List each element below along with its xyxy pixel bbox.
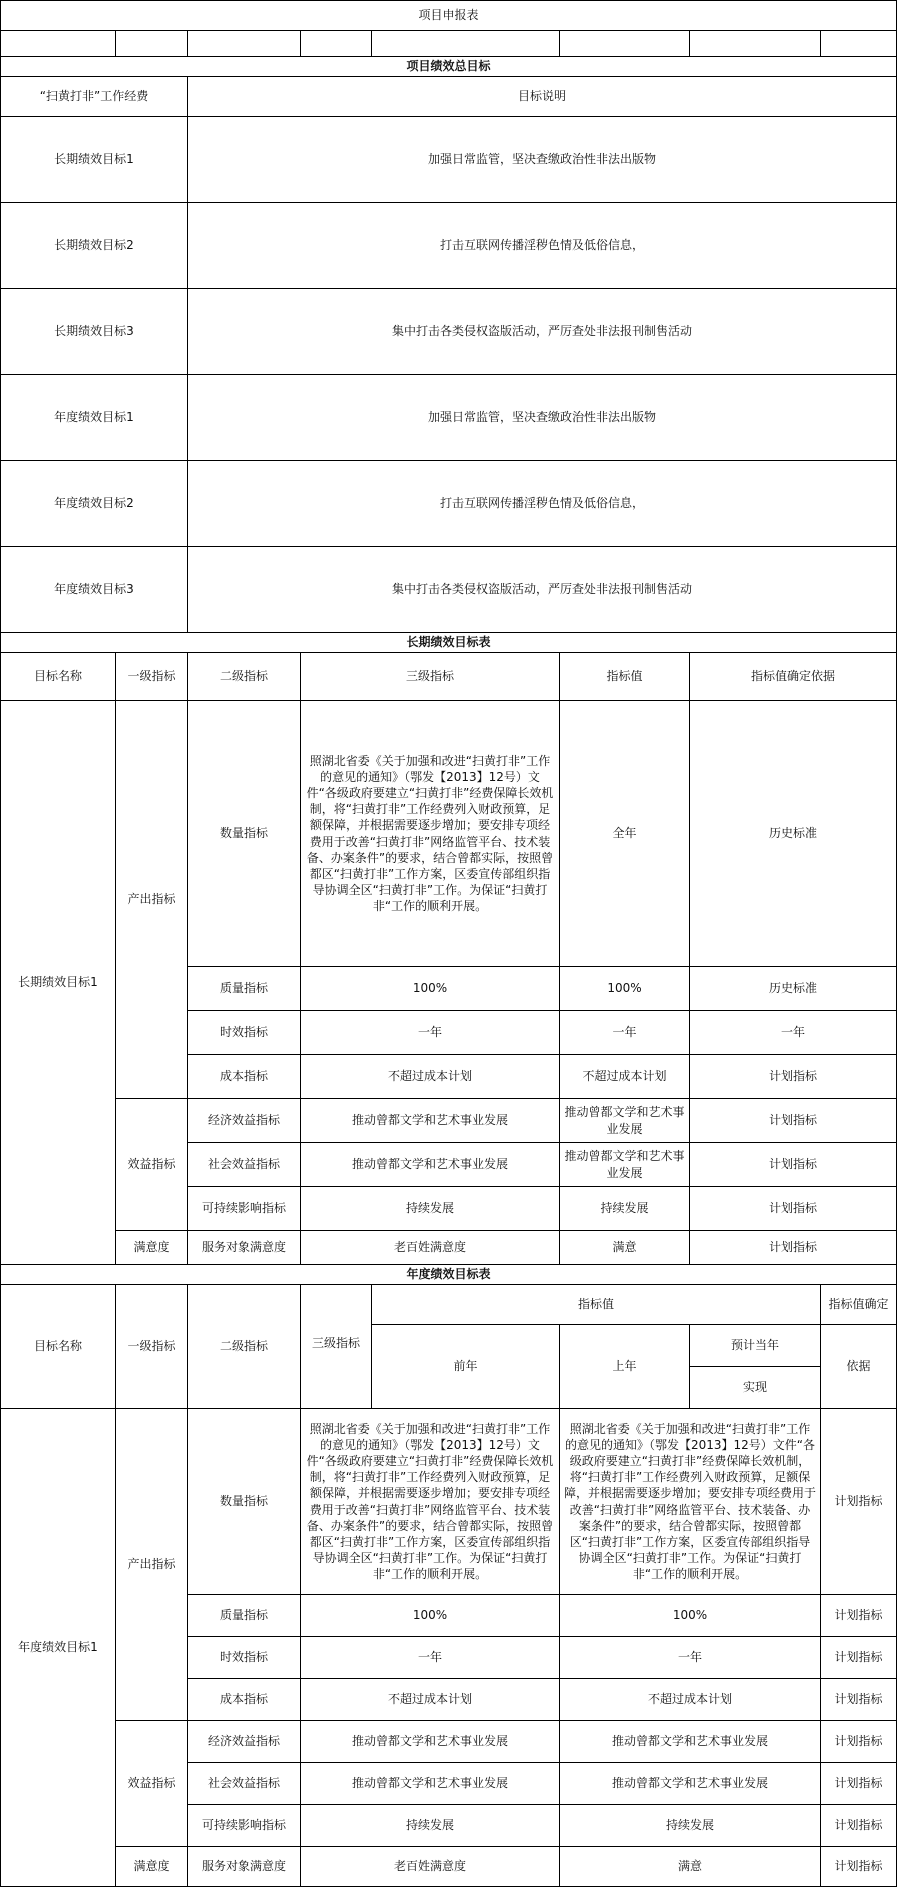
prev-year-value: 老百姓满意度 [301,1847,560,1887]
long-table-header-row [1,653,897,701]
level3-text: 不超过成本计划 [301,1055,560,1099]
goal-text: 加强日常监管，坚决查缴政治性非法出版物 [188,117,897,203]
header-basis: 指标值确定依据 [690,653,897,701]
level3-text: 照湖北省委《关于加强和改进“扫黄打非”工作的意见的通知》（鄂发【2013】12号）文件“各级政府要建立“扫黄打非”经费保障长效机制，将“扫黄打非”工作经费列入财政预算，足额保障，并根据需要逐步增加；要安排专项经费用于改善“扫黄打非”网络监管平台、技术装备、办案条件”的要求，结合曾都实际，按照曾都区“扫黄打非”工作方案，区委宣传部组织指导协调全区“扫黄打非”工作。为保证“扫黄打非“工作的顺利开展。 [301,701,560,967]
header-level3: 三级指标 [301,653,560,701]
indicator-basis: 计划指标 [821,1637,897,1679]
table-row [1,1409,897,1595]
indicator-basis: 计划指标 [690,1143,897,1187]
indicator-label: 数量指标 [188,701,301,967]
level3-text: 推动曾都文学和艺术事业发展 [301,1099,560,1143]
indicator-basis: 计划指标 [821,1409,897,1595]
satisfaction-label: 满意度 [116,1847,188,1887]
last-year-value: 照湖北省委《关于加强和改进“扫黄打非”工作的意见的通知》（鄂发【2013】12号）文件“各级政府要建立“扫黄打非”经费保障长效机制，将“扫黄打非”工作经费列入财政预算，足额保障，并根据需要逐步增加；要安排专项经费用于改善“扫黄打非”网络监管平台、技术装备、办案条件”的要求，结合曾都实际，按照曾都区“扫黄打非”工作方案，区委宣传部组织指导协调全区“扫黄打非”工作。为保证“扫黄打非“工作的顺利开展。 [560,1409,821,1595]
header-last-year: 上年 [560,1325,690,1409]
output-indicator-label: 产出指标 [116,701,188,1099]
header-level2: 二级指标 [188,1285,301,1409]
header-level1: 一级指标 [116,1285,188,1409]
indicator-value: 不超过成本计划 [560,1055,690,1099]
indicator-basis: 计划指标 [690,1055,897,1099]
indicator-basis: 计划指标 [821,1847,897,1887]
table-row [1,701,897,967]
goal-name: 年度绩效目标3 [1,547,188,633]
indicator-label: 时效指标 [188,1011,301,1055]
overall-goal-row [1,289,897,375]
header-prev-year: 前年 [372,1325,560,1409]
level3-text: 100% [301,967,560,1011]
goal-name: 长期绩效目标2 [1,203,188,289]
prev-year-value: 不超过成本计划 [301,1679,560,1721]
indicator-basis: 计划指标 [690,1187,897,1231]
header-basis-top: 指标值确定 [821,1285,897,1325]
goal-description-header: 目标说明 [188,77,897,117]
section-annual-table: 年度绩效目标表 [1,1265,897,1285]
prev-year-value: 100% [301,1595,560,1637]
indicator-label: 质量指标 [188,967,301,1011]
indicator-basis: 计划指标 [821,1721,897,1763]
satisfaction-label: 满意度 [116,1231,188,1265]
indicator-label: 时效指标 [188,1637,301,1679]
overall-goal-row [1,117,897,203]
indicator-value: 推动曾都文学和艺术事业发展 [560,1099,690,1143]
goal-text: 加强日常监管，坚决查缴政治性非法出版物 [188,375,897,461]
level3-text: 持续发展 [301,1187,560,1231]
indicator-value: 推动曾都文学和艺术事业发展 [560,1143,690,1187]
indicator-label: 成本指标 [188,1679,301,1721]
overall-goal-row [1,461,897,547]
last-year-value: 持续发展 [560,1805,821,1847]
goal-name: 长期绩效目标1 [1,117,188,203]
indicator-label: 服务对象满意度 [188,1231,301,1265]
overall-goal-row [1,547,897,633]
indicator-label: 成本指标 [188,1055,301,1099]
fund-label: “扫黄打非”工作经费 [1,77,188,117]
header-level2: 二级指标 [188,653,301,701]
level3-text: 一年 [301,1011,560,1055]
indicator-label: 质量指标 [188,1595,301,1637]
indicator-basis: 计划指标 [690,1099,897,1143]
prev-year-value: 推动曾都文学和艺术事业发展 [301,1721,560,1763]
section-overall-goals: 项目绩效总目标 [1,57,897,77]
indicator-label: 社会效益指标 [188,1763,301,1805]
last-year-value: 推动曾都文学和艺术事业发展 [560,1721,821,1763]
page-title: 项目申报表 [1,1,897,31]
indicator-basis: 历史标准 [690,701,897,967]
indicator-label: 数量指标 [188,1409,301,1595]
prev-year-value: 推动曾都文学和艺术事业发展 [301,1763,560,1805]
indicator-basis: 历史标准 [690,967,897,1011]
header-est-year: 预计当年 [690,1325,821,1367]
indicator-basis: 一年 [690,1011,897,1055]
goal-text: 集中打击各类侵权盗版活动，严厉查处非法报刊制售活动 [188,547,897,633]
indicator-basis: 计划指标 [821,1595,897,1637]
indicator-basis: 计划指标 [821,1679,897,1721]
last-year-value: 推动曾都文学和艺术事业发展 [560,1763,821,1805]
goal-text: 打击互联网传播淫秽色情及低俗信息， [188,203,897,289]
overall-goal-row [1,203,897,289]
indicator-value: 持续发展 [560,1187,690,1231]
header-level1: 一级指标 [116,653,188,701]
header-goal-name: 目标名称 [1,1285,116,1409]
indicator-label: 可持续影响指标 [188,1187,301,1231]
prev-year-value: 一年 [301,1637,560,1679]
header-level3: 三级指标 [301,1285,372,1409]
header-basis-bottom: 依据 [821,1325,897,1409]
last-year-value: 满意 [560,1847,821,1887]
section-long-term-table: 长期绩效目标表 [1,633,897,653]
indicator-value: 一年 [560,1011,690,1055]
overall-goal-row [1,375,897,461]
annual-goal-name: 年度绩效目标1 [1,1409,116,1887]
indicator-value: 100% [560,967,690,1011]
header-value: 指标值 [560,653,690,701]
indicator-label: 服务对象满意度 [188,1847,301,1887]
benefit-indicator-label: 效益指标 [116,1099,188,1231]
indicator-value: 全年 [560,701,690,967]
table-row [1,1847,897,1887]
header-goal-name: 目标名称 [1,653,116,701]
last-year-value: 不超过成本计划 [560,1679,821,1721]
goal-name: 年度绩效目标1 [1,375,188,461]
indicator-label: 经济效益指标 [188,1099,301,1143]
table-row [1,1231,897,1265]
indicator-basis: 计划指标 [690,1231,897,1265]
annual-table-header-row [1,1285,897,1325]
header-value: 指标值 [372,1285,821,1325]
goal-name: 长期绩效目标3 [1,289,188,375]
output-indicator-label: 产出指标 [116,1409,188,1721]
level3-text: 老百姓满意度 [301,1231,560,1265]
indicator-basis: 计划指标 [821,1805,897,1847]
goal-text: 集中打击各类侵权盗版活动，严厉查处非法报刊制售活动 [188,289,897,375]
indicator-label: 社会效益指标 [188,1143,301,1187]
table-row [1,1099,897,1143]
indicator-value: 满意 [560,1231,690,1265]
last-year-value: 100% [560,1595,821,1637]
prev-year-value: 照湖北省委《关于加强和改进“扫黄打非”工作的意见的通知》（鄂发【2013】12号）文件“各级政府要建立“扫黄打非”经费保障长效机制，将“扫黄打非”工作经费列入财政预算，足额保障，并根据需要逐步增加；要安排专项经费用于改善“扫黄打非”网络监管平台、技术装备、办案条件”的要求，结合曾都实际，按照曾都区“扫黄打非”工作方案，区委宣传部组织指导协调全区“扫黄打非”工作。为保证“扫黄打非“工作的顺利开展。 [301,1409,560,1595]
prev-year-value: 持续发展 [301,1805,560,1847]
goal-name: 年度绩效目标2 [1,461,188,547]
goal-text: 打击互联网传播淫秽色情及低俗信息， [188,461,897,547]
indicator-basis: 计划指标 [821,1763,897,1805]
indicator-label: 可持续影响指标 [188,1805,301,1847]
long-goal-name: 长期绩效目标1 [1,701,116,1265]
blank-row [1,31,897,57]
last-year-value: 一年 [560,1637,821,1679]
level3-text: 推动曾都文学和艺术事业发展 [301,1143,560,1187]
indicator-label: 经济效益指标 [188,1721,301,1763]
header-actual: 实现 [690,1367,821,1409]
table-row [1,1721,897,1763]
benefit-indicator-label: 效益指标 [116,1721,188,1847]
